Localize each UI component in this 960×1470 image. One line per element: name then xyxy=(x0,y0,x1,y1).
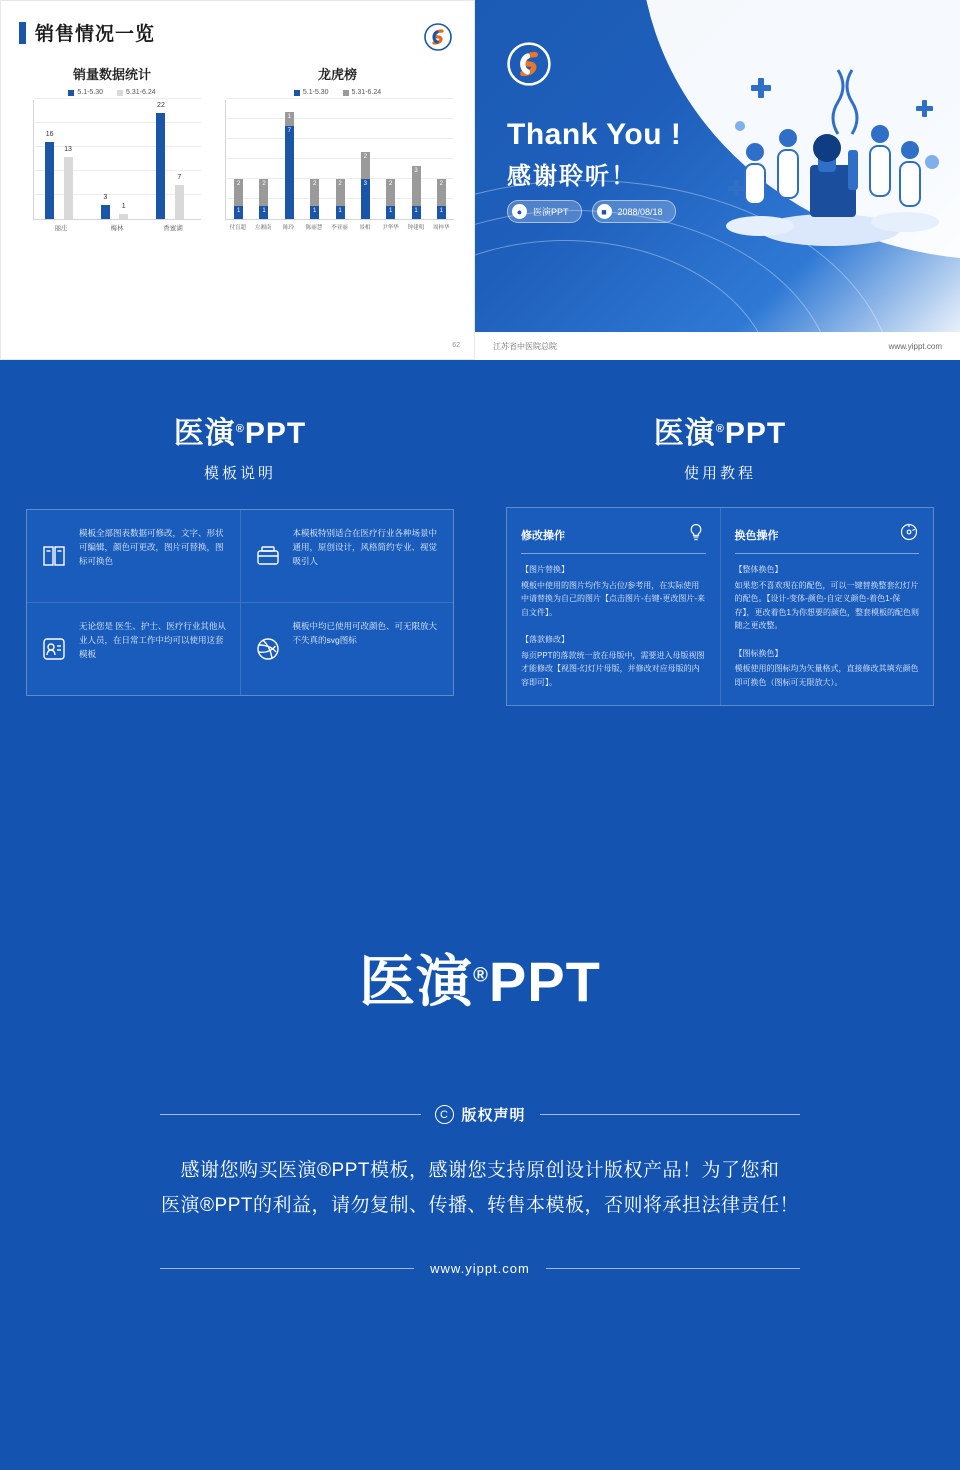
medical-team-illustration-icon xyxy=(700,30,950,280)
bar-value-label: 1 xyxy=(121,203,126,211)
footer-org: 江苏省中医院总院 xyxy=(493,341,557,351)
chart-bar-segment xyxy=(234,206,243,219)
tutorial-block-title: 【落款修改】 xyxy=(521,634,569,644)
bar-segment-label: 1 xyxy=(414,207,418,214)
site-url-row xyxy=(160,1261,800,1276)
x-axis-tick: 付盲超 xyxy=(229,225,246,231)
chart-bar-segment xyxy=(336,206,345,219)
gridline xyxy=(34,98,201,99)
chart-bar-segment xyxy=(285,126,294,219)
bar-value-label: 3 xyxy=(103,193,108,201)
x-axis-tick: 香蜜湖 xyxy=(163,225,183,232)
people-icon xyxy=(39,619,69,679)
bar-segment-label: 1 xyxy=(287,114,291,121)
box-icon xyxy=(253,526,283,586)
gridline xyxy=(226,138,454,139)
bar-segment-label: 1 xyxy=(388,207,393,214)
chart-2-legend xyxy=(215,89,460,96)
bar-segment-label: 1 xyxy=(338,207,342,214)
chart-bar xyxy=(119,203,128,219)
legend-swatch xyxy=(294,90,300,96)
bar-segment-label: 3 xyxy=(414,167,418,174)
bar-value-label: 22 xyxy=(157,102,165,110)
slide-row-2 xyxy=(0,360,960,728)
gridline xyxy=(226,158,454,159)
feature-card-text: 模板全部图表数据可修改，文字、形状可编辑，颜色可更改，图片可替换，图标可换色 xyxy=(79,528,224,567)
tutorial-heading: 换色操作 xyxy=(734,529,779,542)
dribbble-icon xyxy=(253,619,283,679)
x-axis-tick: 丽庄 xyxy=(54,225,68,232)
site-url[interactable]: www.yippt.com xyxy=(430,1261,530,1277)
tutorial-heading: 修改操作 xyxy=(521,529,565,542)
gridline xyxy=(226,98,454,99)
chart-bar-segment xyxy=(412,206,421,219)
brand-logo xyxy=(26,360,454,452)
brand-logo-reg: ® xyxy=(473,964,489,987)
chart-bar xyxy=(45,131,54,219)
bar-segment-label: 2 xyxy=(236,181,241,188)
chart-bar-segment xyxy=(386,206,395,219)
legend-swatch xyxy=(68,90,74,96)
copyright-line-1: 感谢您购买医演®PPT模板，感谢您支持原创设计版权产品！为了您和 xyxy=(180,1160,780,1181)
legend-swatch xyxy=(343,90,349,96)
tutorial-column-edit xyxy=(507,508,720,705)
gridline xyxy=(34,170,201,171)
chart-bar-segment xyxy=(336,179,345,206)
x-axis-tick: 李亚丽 xyxy=(331,225,348,231)
slide-subtitle: 使用教程 xyxy=(683,465,756,482)
bar-segment-label: 7 xyxy=(287,127,291,134)
gridline xyxy=(34,122,201,123)
slide-template-description xyxy=(0,360,480,728)
copyright-badge xyxy=(435,1104,526,1125)
bar-segment-label: 3 xyxy=(363,181,367,187)
chart-bar-segment xyxy=(285,112,294,125)
gridline xyxy=(226,118,454,119)
chart-bar-segment xyxy=(386,179,395,206)
brand-logo-ppt: PPT xyxy=(244,417,307,450)
legend-item xyxy=(294,89,329,96)
x-axis-tick: 钟建明 xyxy=(407,225,425,231)
chart-bar xyxy=(64,145,73,219)
legend-label: 5.1-5.30 xyxy=(302,89,329,96)
legend-item xyxy=(117,89,156,96)
tutorial-block-body: 模板中使用的图片均作为占位/参考用，在实际使用中请替换为自己的图片【点击图片-右键-更改图片-来自文件】。 xyxy=(521,580,705,617)
tutorial-grid xyxy=(506,507,934,706)
tutorial-column-header xyxy=(521,522,706,554)
brand-logo-cn: 医演 xyxy=(173,417,236,450)
chart-1-legend xyxy=(17,89,207,96)
bar-segment-label: 1 xyxy=(312,207,317,214)
tutorial-column-header xyxy=(735,522,920,554)
brand-logo-large xyxy=(359,938,601,1018)
copyright-badge-row xyxy=(160,1104,800,1125)
legend-item xyxy=(343,89,382,96)
bar-value-label: 13 xyxy=(64,145,72,153)
copyright-label: 版权声明 xyxy=(461,1107,526,1124)
chart-2-xaxis xyxy=(225,220,454,236)
chart-bar-segment xyxy=(412,166,421,206)
lightbulb-icon xyxy=(686,522,706,547)
page-title: 销售情况一览 xyxy=(35,24,156,45)
slide-thank-you xyxy=(475,0,960,360)
chart-bar xyxy=(175,174,184,219)
chart-bar-segment xyxy=(361,179,370,219)
tutorial-block-title: 【整体换色】 xyxy=(734,565,783,574)
chart-bar-segment xyxy=(310,206,319,219)
feature-card xyxy=(27,510,240,602)
pill-date xyxy=(592,200,676,223)
x-axis-tick: 尹华华 xyxy=(382,225,399,231)
gridline xyxy=(34,146,201,147)
x-axis-tick: 陈丽慧 xyxy=(305,225,323,231)
slide-row-1 xyxy=(0,0,960,360)
divider-right xyxy=(540,1114,801,1115)
copyright-icon: C xyxy=(435,1105,454,1124)
calendar-icon: ■ xyxy=(597,204,612,219)
bar-segment-label: 2 xyxy=(338,181,342,188)
tutorial-column-color xyxy=(721,508,934,705)
feature-card-text: 本模板特别适合在医疗行业各种场景中通用，原创设计，风格简约专业、视觉吸引人 xyxy=(292,528,438,567)
chart-bar-segment xyxy=(259,206,268,219)
slide-copyright xyxy=(0,728,960,1470)
chart-sales-stats xyxy=(17,64,207,236)
brand-logo-reg: ® xyxy=(235,423,245,435)
bar-segment-label: 1 xyxy=(439,207,443,214)
x-axis-tick: 陈玲 xyxy=(283,225,295,231)
copyright-statement xyxy=(160,1153,800,1223)
chart-2-title: 龙虎榜 xyxy=(317,67,357,82)
bar-value-label: 7 xyxy=(177,174,182,182)
copyright-line-2: 医演®PPT的利益，请勿复制、传播、转售本模板，否则将承担法律责任！ xyxy=(161,1195,799,1217)
chart-1-plot xyxy=(33,100,201,220)
feature-card-text: 无论您是 医生、护士、医疗行业其他从业人员，在日常工作中均可以使用这套模板 xyxy=(79,621,226,660)
slide-title-bar xyxy=(1,1,474,46)
brand-logo-ppt: PPT xyxy=(488,950,601,1013)
brand-logo-cn: 医演 xyxy=(653,417,716,450)
footer-url[interactable]: www.yippt.com xyxy=(888,341,942,351)
chart-bar-segment xyxy=(437,179,446,206)
bar-value-label: 16 xyxy=(45,131,54,139)
chart-leaderboard xyxy=(215,64,460,236)
tutorial-block-title: 【图片替换】 xyxy=(521,565,569,574)
palette-icon xyxy=(899,522,919,547)
bar-segment-label: 1 xyxy=(262,207,266,214)
title-accent-bar xyxy=(19,22,26,44)
tutorial-block-body: 模板使用的图标均为矢量格式，直接修改其填充颜色即可换色（图标可无限放大）。 xyxy=(734,664,919,687)
feature-card xyxy=(241,603,454,695)
divider-left xyxy=(160,1114,421,1115)
chart-bar xyxy=(101,193,110,219)
feature-card-text: 模板中均已使用可改颜色、可无限放大不失真的svg图标 xyxy=(292,621,438,646)
chart-2-plot xyxy=(225,100,454,220)
chart-bar-segment xyxy=(361,152,370,179)
user-icon: ● xyxy=(512,204,527,219)
feature-card xyxy=(241,510,454,602)
divider-right xyxy=(546,1268,800,1269)
bar-segment-label: 2 xyxy=(363,154,367,161)
chart-bar-segment xyxy=(310,179,319,206)
brand-logo-cn: 医演 xyxy=(359,950,474,1013)
pill-author xyxy=(507,200,582,223)
x-axis-tick: 周梓华 xyxy=(433,225,450,231)
feature-card xyxy=(27,603,240,695)
thanks-title-cn: 感谢聆听！ xyxy=(507,163,637,190)
x-axis-tick: 左湘南 xyxy=(254,225,272,231)
company-s-logo-icon xyxy=(507,42,551,86)
legend-label: 5.1-5.30 xyxy=(77,89,104,96)
tutorial-body xyxy=(735,563,920,689)
bar-segment-label: 1 xyxy=(236,207,241,214)
legend-label: 5.31-6.24 xyxy=(126,89,156,96)
tutorial-block-body: 每页PPT的落款统一放在母版中，需要进入母版视图才能修改【视图-幻灯片母版，并修改对应母版的内容即可】。 xyxy=(521,650,705,687)
slide-tutorial xyxy=(480,360,960,728)
chart-1-xaxis xyxy=(33,220,201,236)
tutorial-block-body: 如果您不喜欢现在的配色，可以一键替换整套幻灯片的配色。【设计-变体-颜色-自定义颜色-着色1-保存】，更改着色1为你想要的颜色，整套模板的配色则随之更改整。 xyxy=(734,580,919,631)
x-axis-tick: 梅林 xyxy=(110,225,124,232)
pill-date-label: 2088/08/18 xyxy=(617,206,663,217)
divider-left xyxy=(160,1268,414,1269)
chart-bar xyxy=(156,102,165,219)
pill-author-label: 医演PPT xyxy=(533,207,569,217)
chart-bar-segment xyxy=(437,206,446,219)
bar-segment-label: 2 xyxy=(312,181,317,188)
legend-item xyxy=(68,89,103,96)
charts-container xyxy=(1,64,474,236)
legend-label: 5.31-6.24 xyxy=(351,89,382,96)
bar-segment-label: 2 xyxy=(262,181,266,188)
thanks-meta-pills xyxy=(507,200,676,223)
brand-logo xyxy=(506,360,934,452)
book-icon xyxy=(39,526,69,586)
bar-segment-label: 2 xyxy=(439,181,443,188)
chart-1-title: 销量数据统计 xyxy=(72,67,151,82)
thanks-footer xyxy=(475,332,960,360)
thanks-title-en: Thank You ! xyxy=(507,118,682,151)
slide-page-number: 62 xyxy=(452,342,460,349)
legend-swatch xyxy=(117,90,123,96)
feature-card-grid xyxy=(26,509,454,696)
slide-sales-overview xyxy=(0,0,475,360)
brand-logo-reg: ® xyxy=(715,423,725,435)
x-axis-tick: 景相 xyxy=(359,225,371,231)
brand-logo-ppt: PPT xyxy=(724,417,787,450)
tutorial-block-title: 【图标换色】 xyxy=(734,648,783,658)
tutorial-body xyxy=(521,563,706,689)
company-s-logo-icon xyxy=(424,23,452,51)
bar-segment-label: 2 xyxy=(388,181,393,188)
chart-bar-segment xyxy=(234,179,243,206)
slide-subtitle: 模板说明 xyxy=(203,465,276,482)
chart-bar-segment xyxy=(259,179,268,206)
